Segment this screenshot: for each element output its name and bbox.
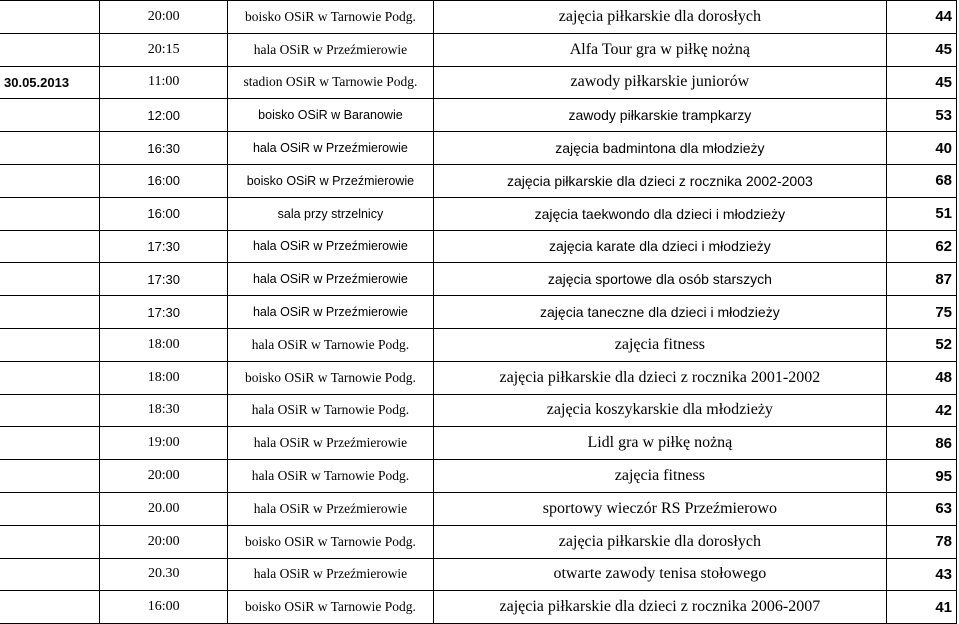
row-event: zajęcia karate dla dzieci i młodzieży <box>433 230 887 263</box>
row-count: 48 <box>887 361 957 394</box>
table-row <box>0 132 957 165</box>
row-time: 20:00 <box>100 460 228 493</box>
table-row <box>0 394 957 427</box>
row-time: 18:00 <box>100 361 228 394</box>
row-event: zajęcia fitness <box>433 460 887 493</box>
table-row <box>0 1 957 34</box>
table-row <box>0 99 957 132</box>
row-event: Lidl gra w piłkę nożną <box>433 427 887 460</box>
row-event: zajęcia piłkarskie dla dorosłych <box>433 1 887 34</box>
schedule-body <box>0 1 957 624</box>
row-count: 86 <box>887 427 957 460</box>
row-date: 30.05.2013 <box>0 66 100 99</box>
row-date <box>0 296 100 329</box>
row-time: 20:15 <box>100 33 228 66</box>
row-event: zajęcia koszykarskie dla młodzieży <box>433 394 887 427</box>
row-event: sportowy wieczór RS Przeźmierowo <box>433 492 887 525</box>
row-place: boisko OSiR w Przeźmierowie <box>228 164 433 197</box>
row-event: zawody piłkarskie trampkarzy <box>433 99 887 132</box>
table-row <box>0 591 957 624</box>
row-count: 75 <box>887 296 957 329</box>
row-event: Alfa Tour gra w piłkę nożną <box>433 33 887 66</box>
row-date <box>0 361 100 394</box>
table-row <box>0 230 957 263</box>
row-count: 42 <box>887 394 957 427</box>
table-row <box>0 296 957 329</box>
row-place: boisko OSiR w Baranowie <box>228 99 433 132</box>
table-row <box>0 33 957 66</box>
row-time: 20.00 <box>100 492 228 525</box>
table-row <box>0 328 957 361</box>
row-time: 20.30 <box>100 558 228 591</box>
row-place: hala OSiR w Przeźmierowie <box>228 492 433 525</box>
row-place: boisko OSiR w Tarnowie Podg. <box>228 361 433 394</box>
row-event: zajęcia taekwondo dla dzieci i młodzieży <box>433 197 887 230</box>
row-count: 63 <box>887 492 957 525</box>
table-row <box>0 427 957 460</box>
row-time: 11:00 <box>100 66 228 99</box>
row-date <box>0 328 100 361</box>
row-count: 44 <box>887 1 957 34</box>
row-place: hala OSiR w Przeźmierowie <box>228 132 433 165</box>
row-date <box>0 460 100 493</box>
row-date <box>0 427 100 460</box>
row-place: hala OSiR w Przeźmierowie <box>228 558 433 591</box>
row-time: 20:00 <box>100 525 228 558</box>
row-place: boisko OSiR w Tarnowie Podg. <box>228 591 433 624</box>
row-place: hala OSiR w Przeźmierowie <box>228 230 433 263</box>
row-time: 20:00 <box>100 1 228 34</box>
row-count: 78 <box>887 525 957 558</box>
table-row <box>0 525 957 558</box>
row-date <box>0 591 100 624</box>
row-time: 18:30 <box>100 394 228 427</box>
row-place: hala OSiR w Przeźmierowie <box>228 427 433 460</box>
row-date <box>0 33 100 66</box>
row-time: 16:00 <box>100 197 228 230</box>
row-place: hala OSiR w Tarnowie Podg. <box>228 460 433 493</box>
row-date <box>0 99 100 132</box>
table-row <box>0 263 957 296</box>
table-row <box>0 197 957 230</box>
row-count: 52 <box>887 328 957 361</box>
row-date <box>0 558 100 591</box>
row-event: zajęcia piłkarskie dla dzieci z rocznika 2002-2003 <box>433 164 887 197</box>
row-time: 18:00 <box>100 328 228 361</box>
row-date <box>0 164 100 197</box>
table-row <box>0 460 957 493</box>
row-place: sala przy strzelnicy <box>228 197 433 230</box>
row-time: 16:00 <box>100 164 228 197</box>
row-count: 87 <box>887 263 957 296</box>
row-time: 17:30 <box>100 230 228 263</box>
row-place: hala OSiR w Przeźmierowie <box>228 263 433 296</box>
row-time: 16:00 <box>100 591 228 624</box>
row-count: 68 <box>887 164 957 197</box>
row-place: hala OSiR w Przeźmierowie <box>228 296 433 329</box>
row-time: 12:00 <box>100 99 228 132</box>
row-event: zajęcia badmintona dla młodzieży <box>433 132 887 165</box>
row-count: 53 <box>887 99 957 132</box>
row-count: 41 <box>887 591 957 624</box>
row-time: 16:30 <box>100 132 228 165</box>
table-row <box>0 66 957 99</box>
row-event: zajęcia fitness <box>433 328 887 361</box>
table-row <box>0 558 957 591</box>
row-date <box>0 263 100 296</box>
row-event: zawody piłkarskie juniorów <box>433 66 887 99</box>
row-event: otwarte zawody tenisa stołowego <box>433 558 887 591</box>
row-date <box>0 394 100 427</box>
row-date <box>0 230 100 263</box>
row-place: hala OSiR w Przeźmierowie <box>228 33 433 66</box>
row-date <box>0 525 100 558</box>
row-place: boisko OSiR w Tarnowie Podg. <box>228 1 433 34</box>
row-count: 51 <box>887 197 957 230</box>
row-date <box>0 1 100 34</box>
row-place: boisko OSiR w Tarnowie Podg. <box>228 525 433 558</box>
row-count: 40 <box>887 132 957 165</box>
row-time: 17:30 <box>100 296 228 329</box>
row-date <box>0 197 100 230</box>
row-time: 17:30 <box>100 263 228 296</box>
row-date <box>0 132 100 165</box>
row-count: 45 <box>887 33 957 66</box>
table-row <box>0 492 957 525</box>
row-event: zajęcia piłkarskie dla dzieci z rocznika 2001-2002 <box>433 361 887 394</box>
table-row <box>0 361 957 394</box>
row-place: stadion OSiR w Tarnowie Podg. <box>228 66 433 99</box>
row-count: 95 <box>887 460 957 493</box>
row-event: zajęcia taneczne dla dzieci i młodzieży <box>433 296 887 329</box>
row-event: zajęcia piłkarskie dla dzieci z rocznika 2006-2007 <box>433 591 887 624</box>
row-count: 45 <box>887 66 957 99</box>
row-event: zajęcia piłkarskie dla dorosłych <box>433 525 887 558</box>
row-time: 19:00 <box>100 427 228 460</box>
row-place: hala OSiR w Tarnowie Podg. <box>228 394 433 427</box>
row-count: 62 <box>887 230 957 263</box>
row-count: 43 <box>887 558 957 591</box>
row-event: zajęcia sportowe dla osób starszych <box>433 263 887 296</box>
row-date <box>0 492 100 525</box>
table-row <box>0 164 957 197</box>
row-place: hala OSiR w Tarnowie Podg. <box>228 328 433 361</box>
